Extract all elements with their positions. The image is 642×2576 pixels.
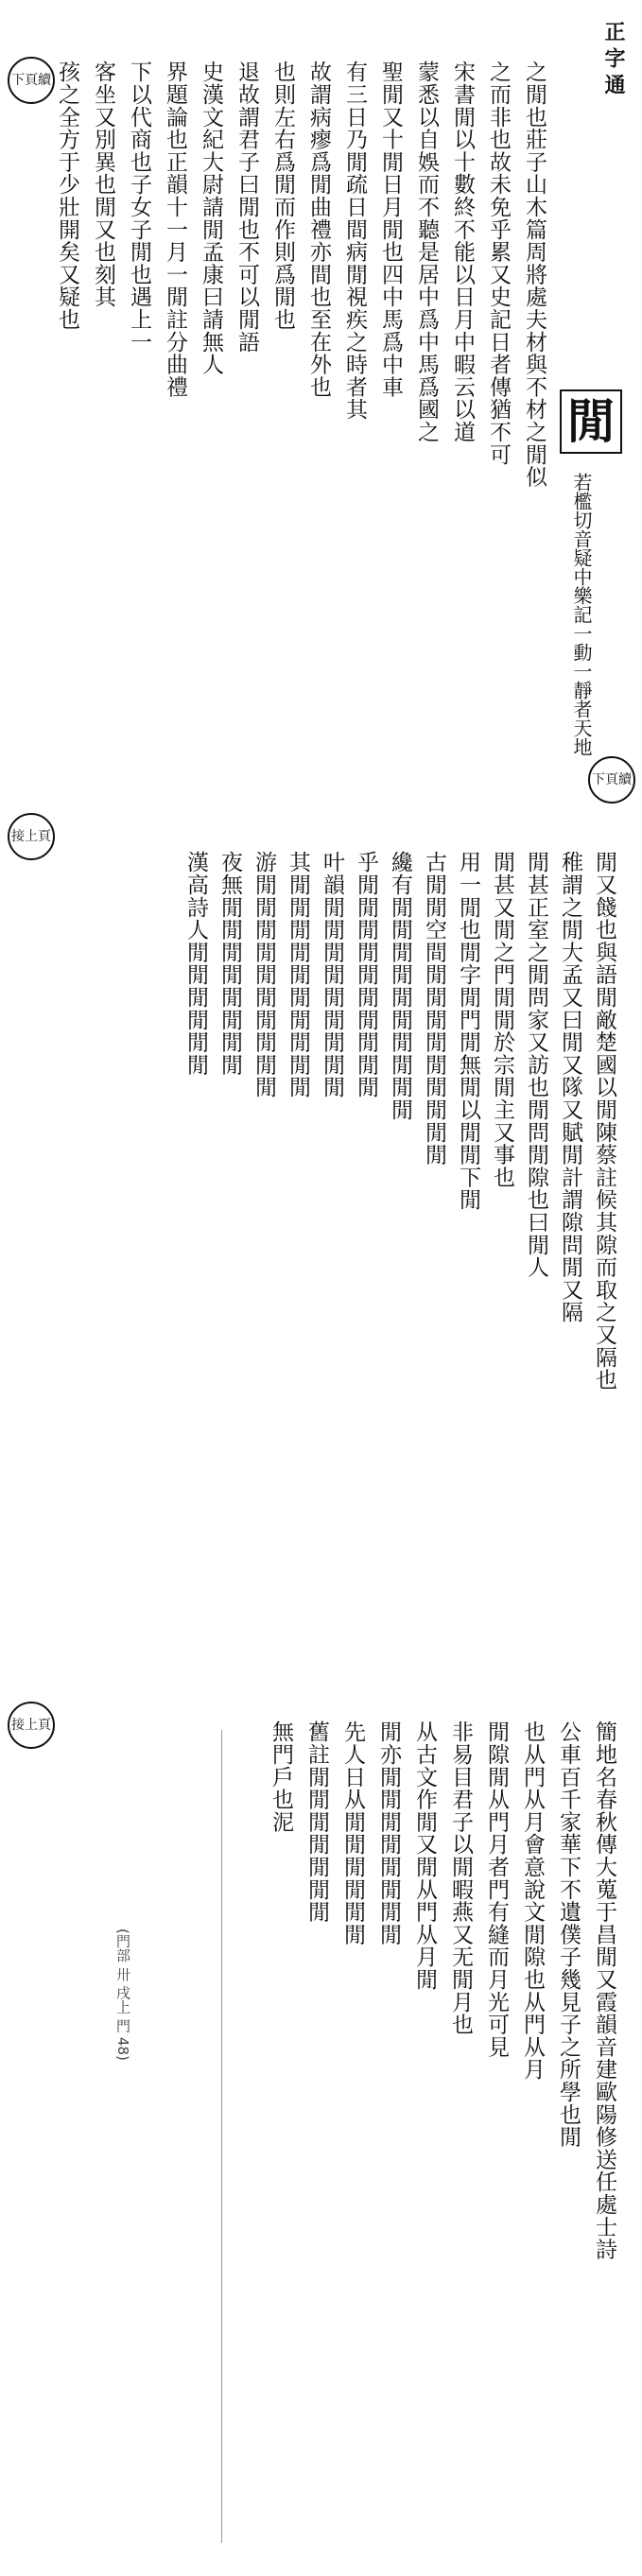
running-head: 正字通: [601, 21, 626, 100]
text-column: 先人日从閒閒閒閒閒閒: [340, 1720, 365, 1945]
marker-top-left: 下頁續: [8, 57, 55, 104]
text-column: 稚謂之閒大孟又曰閒又隊又賦閒計謂隙問閒又隔: [558, 851, 582, 1323]
text-column: 閒甚又閒之門閒閒於宗閒主又事也: [490, 851, 514, 1188]
text-column: 之閒也莊子山木篇周將處夫材與不材之閒似: [522, 61, 547, 489]
pencil-annotation: (門部 卅 戌上 門 48): [114, 1928, 131, 2061]
text-column: 蒙悉以自娛而不聽是居中爲中馬爲國之: [414, 61, 439, 443]
text-column: 非易目君子以閒暇燕又无閒月也: [448, 1720, 473, 2036]
text-column: 漢高詩人閒閒閒閒閒閒: [183, 851, 208, 1076]
text-column: 用一閒也閒字閒門閒無閒以閒閒下閒: [456, 851, 480, 1211]
text-block-middle: [42, 851, 622, 1683]
marker-bottom-left: 接上頁: [8, 1702, 55, 1749]
text-block-bottom: [236, 1720, 622, 2552]
text-column: 聖閒又十閒日月閒也四中馬爲中車: [378, 61, 403, 398]
marker-mid-right: 下頁續: [588, 756, 635, 804]
text-column: 纔有閒閒閒閒閒閒閒閒閒閒: [388, 851, 412, 1121]
text-column: 退故謂君子曰閒也不可以閒語: [234, 61, 259, 354]
divider-rule: [221, 1730, 222, 2543]
text-column: 下以代商也子女子閒也遇上一: [127, 61, 151, 354]
text-column: 界題論也正韻十一月一閒註分曲禮: [163, 61, 187, 398]
text-column: 史漢文紀大尉請閒孟康曰請無人: [199, 61, 223, 376]
text-column: 叶韻閒閒閒閒閒閒閒閒閒: [320, 851, 344, 1098]
headword-note: 若檻切音疑中樂記一動一靜者天地: [570, 473, 593, 756]
text-column: 也从門从月會意說文閒隙也从門从月: [520, 1720, 545, 2081]
text-column: 故謂病瘳爲閒曲禮亦間也至在外也: [306, 61, 331, 398]
text-column: 孩之全方于少壯開矣又疑也: [55, 61, 79, 331]
text-column: 游閒閒閒閒閒閒閒閒閒閒: [252, 851, 276, 1098]
text-column: 閒又餞也與語閒敵楚國以閒陳蔡註候其隙而取之又隔也: [592, 851, 616, 1392]
text-column: 古閒閒空間閒閒閒閒閒閒閒閒閒: [422, 851, 446, 1167]
text-column: 之而非也故未免乎累又史記日者傳猶不可: [486, 61, 511, 466]
text-column: 無門戶也泥: [269, 1720, 293, 1833]
marker-mid-left: 接上頁: [8, 813, 55, 860]
text-column: 有三日乃閒疏日間病閒視疾之時者其: [342, 61, 367, 421]
text-column: 宋書閒以十數終不能以日月中暇云以道: [450, 61, 475, 443]
text-column: 夜無閒閒閒閒閒閒閒閒: [217, 851, 242, 1076]
text-column: 閒亦閒閒閒閒閒閒閒閒: [376, 1720, 401, 1945]
text-block-top: [42, 61, 552, 807]
text-column: 舊註閒閒閒閒閒閒閒: [304, 1720, 329, 1924]
text-column: 其閒閒閒閒閒閒閒閒閒閒: [286, 851, 310, 1098]
text-column: 也則左右爲閒而作則爲閒也: [270, 61, 295, 331]
text-column: 閒甚正室之閒問家又訪也閒問閒隙也曰閒人: [524, 851, 548, 1279]
text-column: 乎閒閒閒閒閒閒閒閒閒閒: [354, 851, 378, 1098]
text-column: 簡地名春秋傳大蒐于昌閒又霞韻音建歐陽修送任處士詩: [592, 1720, 616, 2261]
text-column: 公車百千家華下不遺僕子幾見子之所學也閒: [556, 1720, 581, 2149]
text-column: 客坐又別異也閒又也刻其: [91, 61, 115, 308]
text-column: 閒隙閒从門月者門有縫而月光可見: [484, 1720, 509, 2058]
headword: 閒: [560, 389, 622, 454]
text-column: 从古文作閒又閒从門从月閒: [412, 1720, 437, 1991]
